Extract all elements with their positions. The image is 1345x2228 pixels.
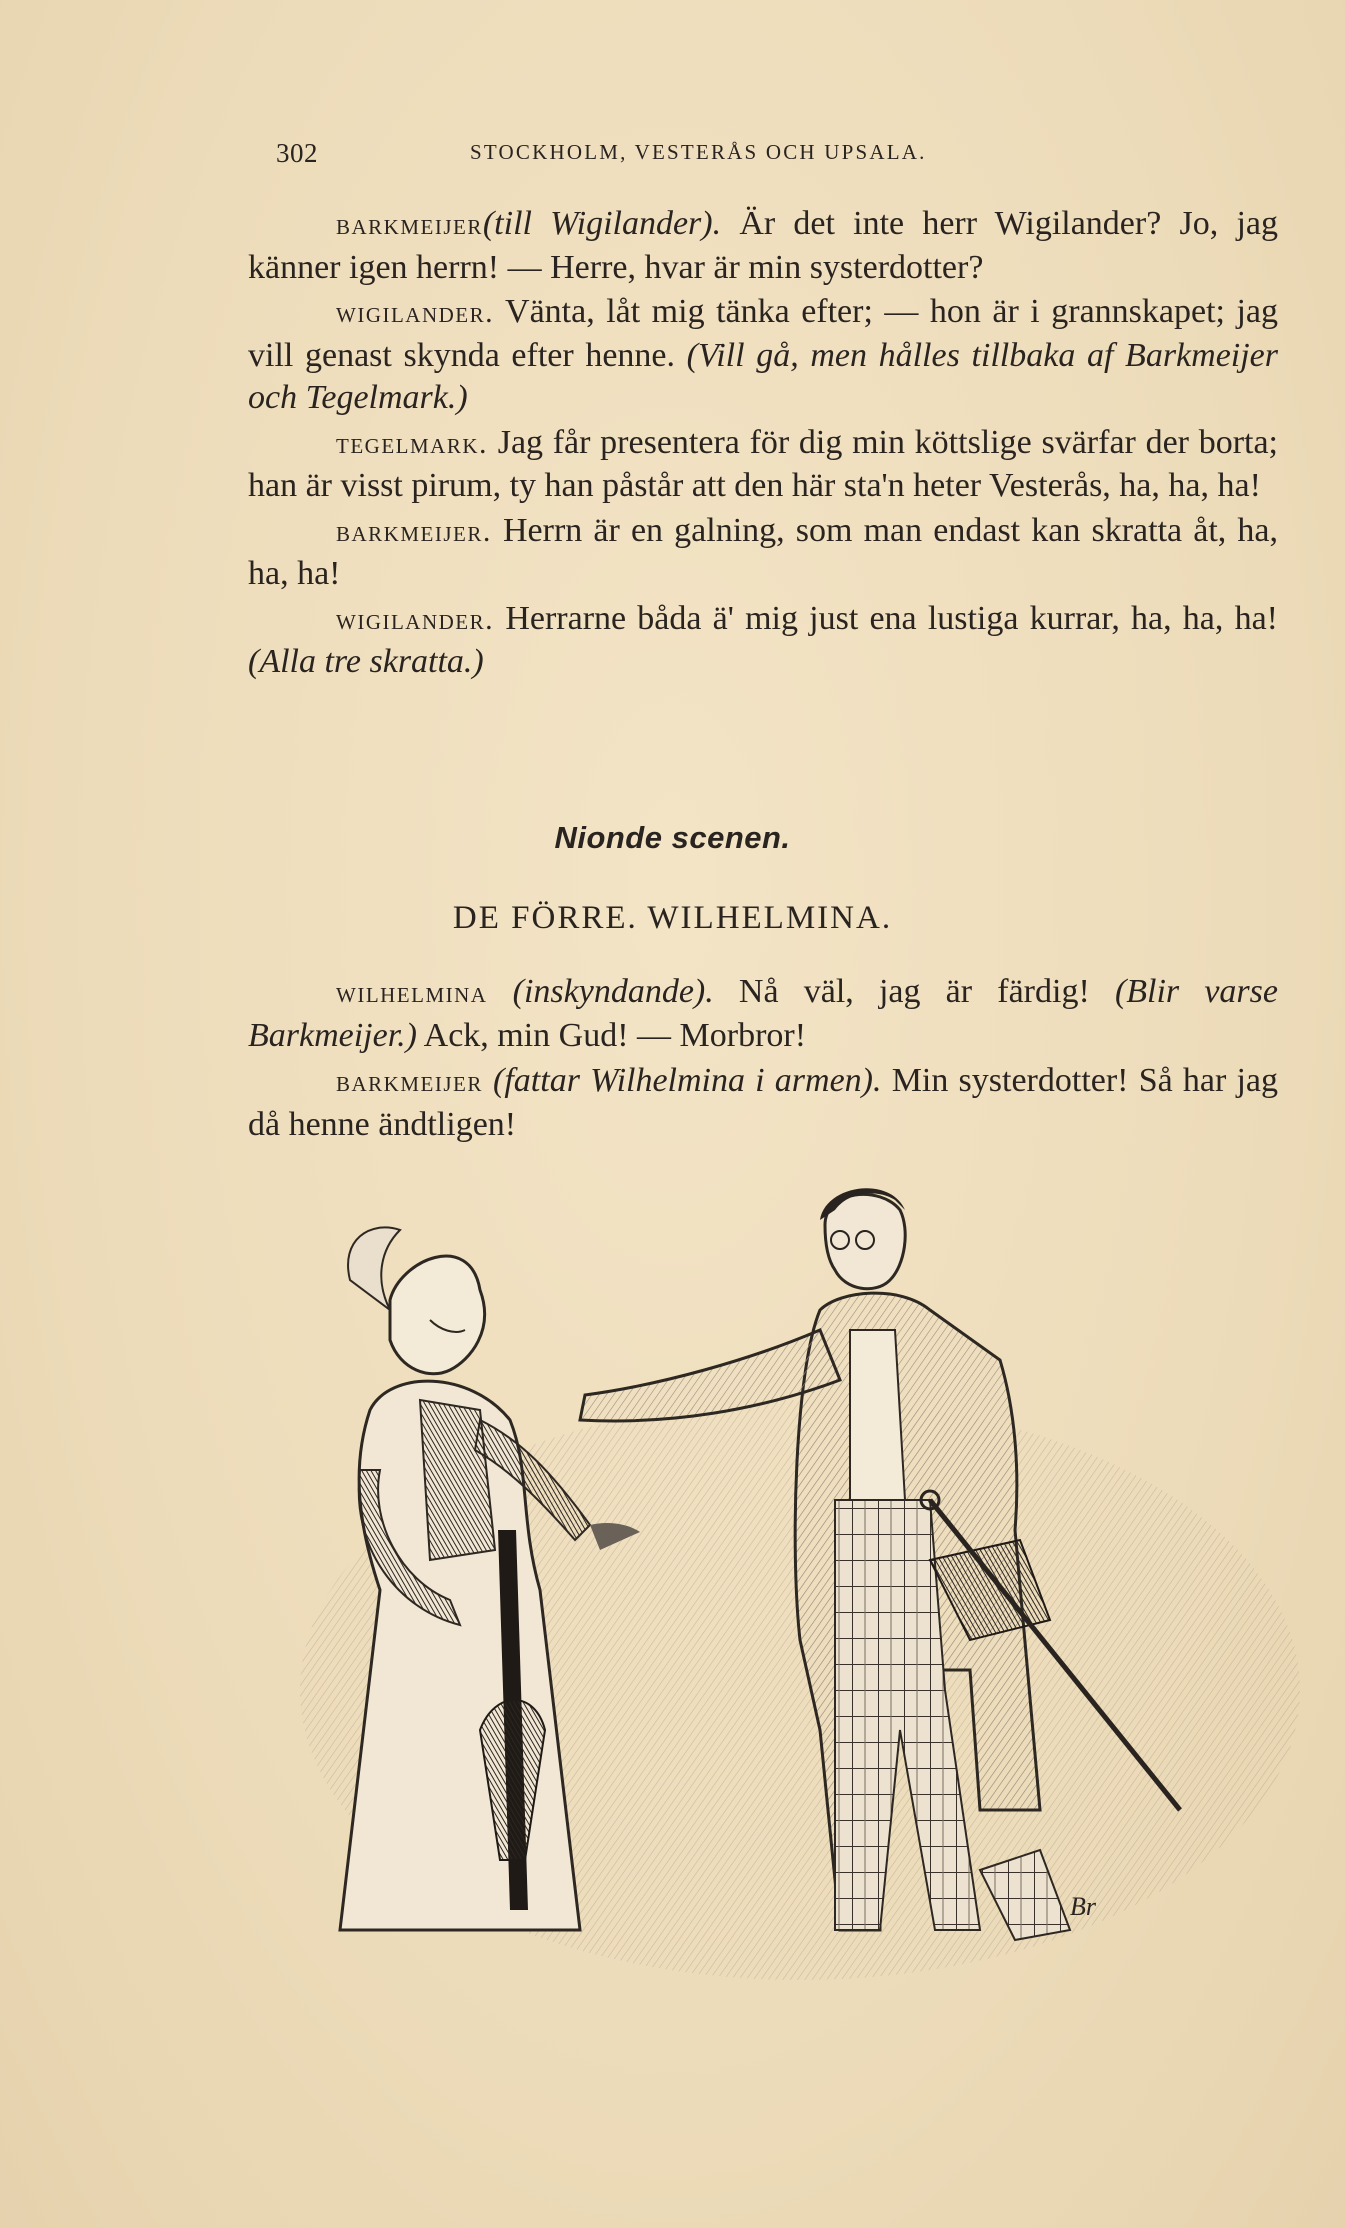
speaker-name: tegelmark. <box>336 426 488 460</box>
stage-direction: (inskyndande). <box>487 973 714 1010</box>
dialogue-passage-1 <box>248 203 1278 684</box>
speaker-name: barkmeijer <box>336 208 483 241</box>
dialogue-paragraph <box>248 203 1278 289</box>
speaker-name: wigilander. <box>336 602 495 636</box>
dialogue-paragraph <box>248 598 1278 684</box>
engraving-illustration <box>280 1170 1300 1990</box>
dialogue-text: Jag får presentera för dig min köttslige svärfar der borta; han är visst pirum, ty han påstår att den här sta'n heter Vesterås, ha, ha, ha! <box>248 423 1278 504</box>
dialogue-text: Nå väl, jag är färdig! <box>713 973 1115 1010</box>
page-header <box>248 138 1088 178</box>
page-number: 302 <box>276 138 318 168</box>
dialogue-passage-2 <box>248 970 1278 1146</box>
dialogue-text: Vänta, låt mig tänka efter; — hon är i grannskapet; jag vill genast skynda efter henne. <box>248 293 1278 374</box>
dialogue-paragraph <box>248 510 1278 596</box>
stage-direction: (Alla tre skratta.) <box>248 643 484 680</box>
dialogue-text: Min systerdotter! Så har jag då henne ändtligen! <box>248 1062 1279 1143</box>
running-title: STOCKHOLM, VESTERÅS OCH UPSALA. <box>470 140 927 164</box>
dialogue-text: Är det inte herr Wigilander? Jo, jag känner igen herrn! — Herre, hvar är min systerdotter? <box>248 205 1278 286</box>
cast-list: DE FÖRRE. WILHELMINA. <box>452 900 893 936</box>
dialogue-paragraph <box>248 970 1278 1057</box>
stage-direction: (Vill gå, men hålles tillbaka af Barkmeijer och Tegelmark.) <box>248 336 1278 416</box>
artist-signature: Br <box>1070 1892 1096 1921</box>
dialogue-paragraph <box>248 1059 1278 1146</box>
dialogue-paragraph <box>248 422 1278 508</box>
dialogue-text: Ack, min Gud! — Morbror! <box>417 1017 807 1054</box>
dialogue-text: Herrn är en galning, som man endast kan skratta åt, ha, ha, ha! <box>248 511 1278 592</box>
dialogue-text: Herrarne båda ä' mig just ena lustiga kurrar, ha, ha, ha! <box>494 599 1278 637</box>
speaker-name: wilhelmina <box>336 976 488 1009</box>
speaker-name: barkmeijer. <box>336 514 492 548</box>
speaker-name: wigilander. <box>336 296 495 329</box>
scene-title: Nionde scenen. <box>554 820 791 855</box>
stage-direction: (Blir varse Barkmeijer.) <box>248 973 1278 1054</box>
stage-direction: (fattar Wilhelmina i armen). <box>482 1062 882 1099</box>
stage-direction: (till Wigilander). <box>482 205 722 242</box>
dialogue-paragraph <box>248 291 1278 420</box>
speaker-name: barkmeijer <box>336 1065 483 1098</box>
